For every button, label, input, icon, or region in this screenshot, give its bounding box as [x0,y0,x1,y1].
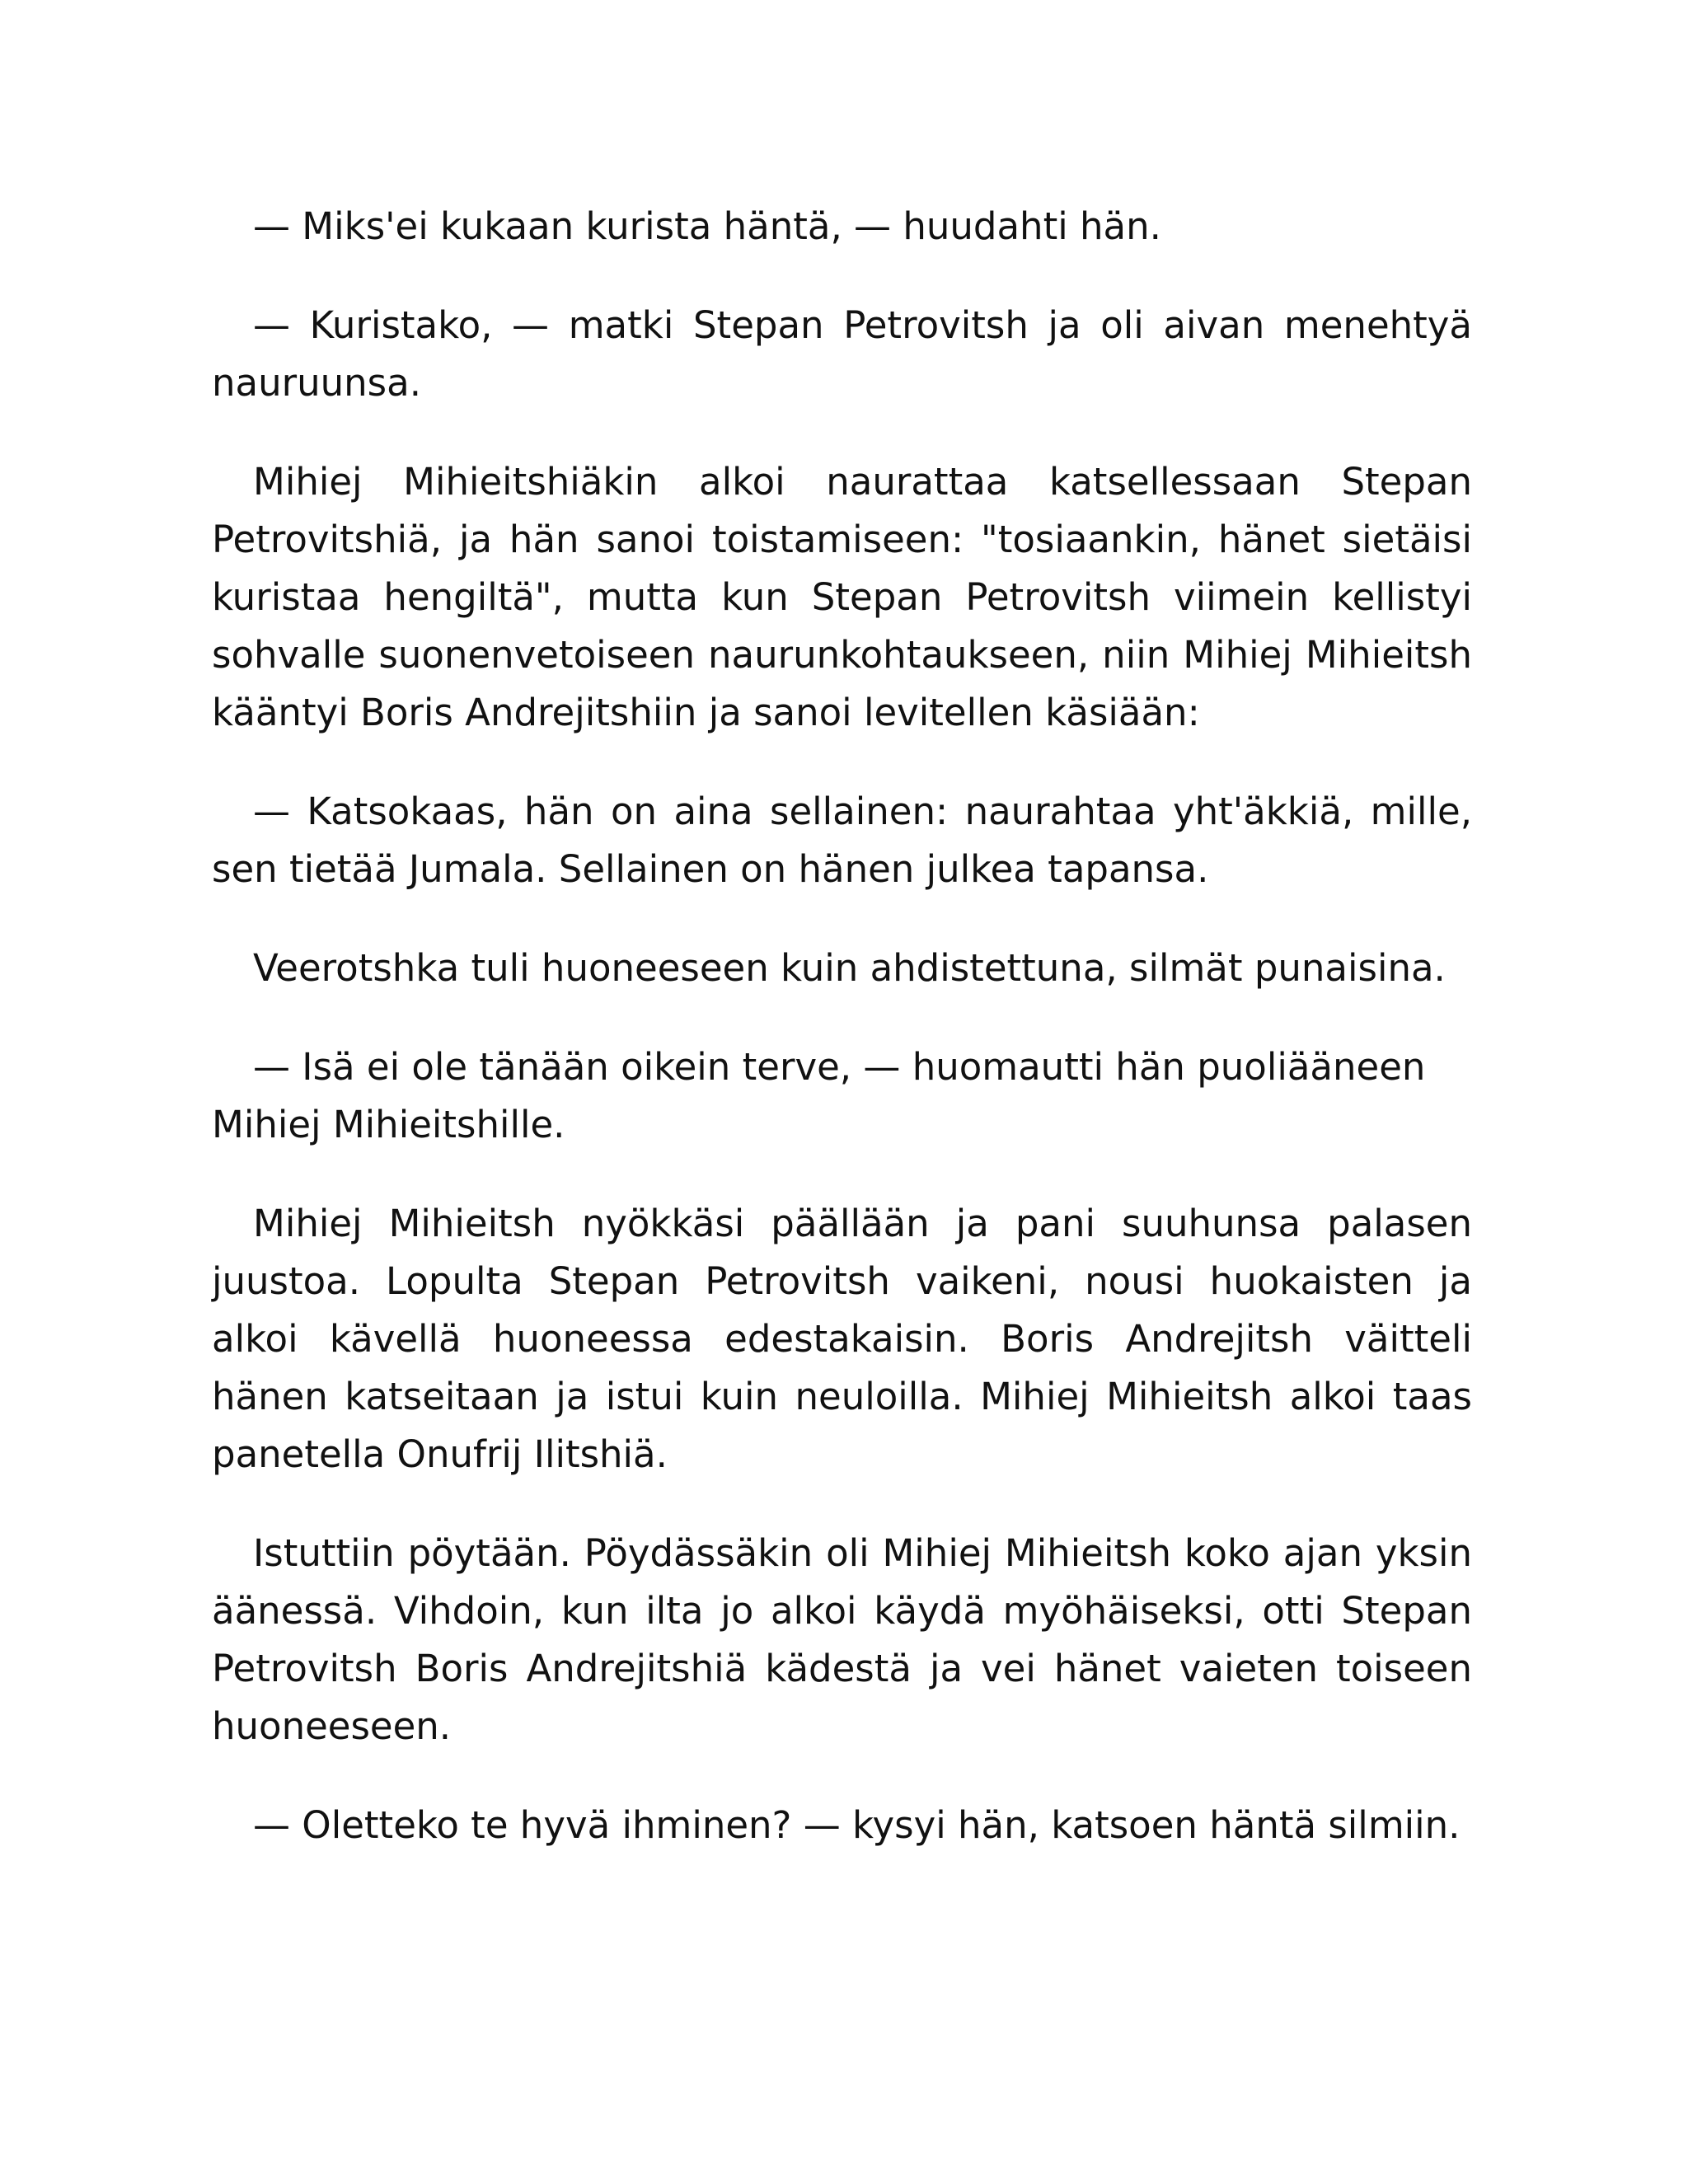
paragraph: — Katsokaas, hän on aina sellainen: naurahtaa yht'äkkiä, mille, sen tietää Jumala. Sellainen on hänen julkea tapansa. [212,790,1472,891]
paragraph: Istuttiin pöytään. Pöydässäkin oli Mihiej Mihieitsh koko ajan yksin äänessä. Vihdoin, kun ilta jo alkoi käydä myöhäiseksi, otti Stepan Petrovitsh Boris Andrejitshiä kädestä ja vei hänet vaieten toiseen huoneeseen. [212,1531,1472,1748]
body-text [212,198,1472,1896]
paragraph: — Isä ei ole tänään oikein terve, — huomautti hän puoliääneen Mihiej Mihieitshille. [212,1045,1426,1146]
paragraph: — Oletteko te hyvä ihminen? — kysyi hän, katsoen häntä silmiin. [253,1803,1461,1847]
paragraph: Veerotshka tuli huoneeseen kuin ahdistettuna, silmät punaisina. [253,946,1446,990]
paragraph: Mihiej Mihieitsh nyökkäsi päällään ja pani suuhunsa palasen juustoa. Lopulta Stepan Petrovitsh vaikeni, nousi huokaisten ja alkoi kävellä huoneessa edestakaisin. Boris Andrejitsh väitteli hänen katseitaan ja istui kuin neuloilla. Mihiej Mihieitsh alkoi taas panetella Onufrij Ilitshiä. [212,1202,1472,1476]
paragraph: — Kuristako, — matki Stepan Petrovitsh ja oli aivan menehtyä nauruunsa. [212,303,1472,405]
paragraph: Mihiej Mihieitshiäkin alkoi naurattaa katsellessaan Stepan Petrovitshiä, ja hän sanoi toistamiseen: "tosiaankin, hänet sietäisi kuristaa hengiltä", mutta kun Stepan Petrovitsh viimein kellistyi sohvalle suonenvetoiseen naurunkohtaukseen, niin Mihiej Mihieitsh kääntyi Boris Andrejitshiin ja sanoi levitellen käsiään: [212,460,1472,734]
paragraph: — Miks'ei kukaan kurista häntä, — huudahti hän. [253,204,1161,248]
